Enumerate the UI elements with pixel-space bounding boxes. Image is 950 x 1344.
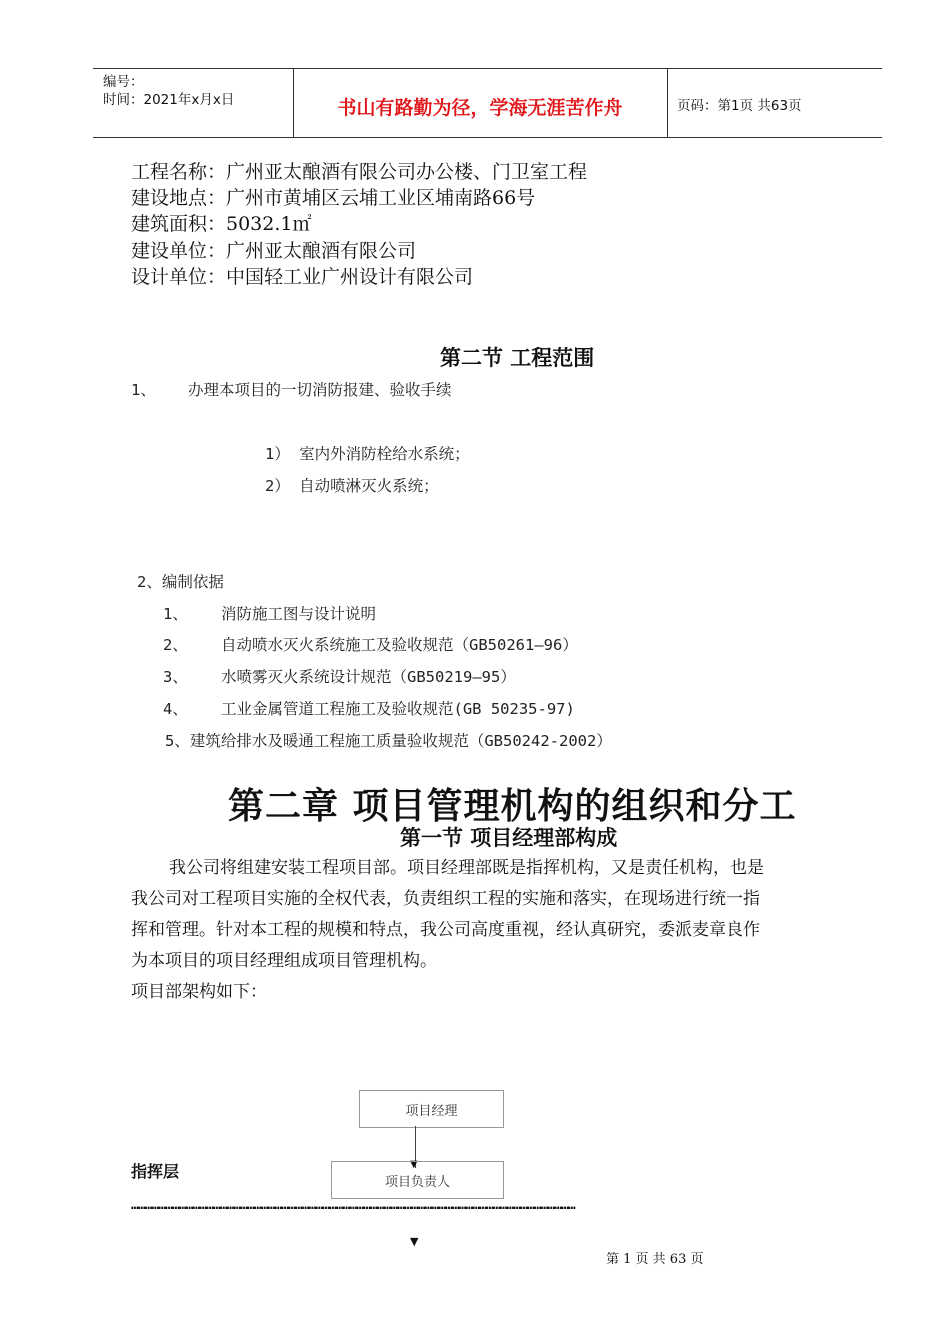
basis-num: 4、 (163, 700, 188, 718)
paragraph-line: 我公司对工程项目实施的全权代表，负责组织工程的实施和落实，在现场进行统一指 (131, 889, 760, 909)
sub-item: 2） 自动喷淋灭火系统； (265, 477, 439, 495)
section-title: 第二节 工程范围 (440, 346, 595, 370)
project-location: 建设地点：广州市黄埔区云埔工业区埔南路66号 (131, 187, 536, 209)
header-meta (103, 73, 234, 109)
paragraph (131, 853, 851, 1008)
section-title: 第一节 项目经理部构成 (400, 826, 618, 850)
org-box-manager: 项目经理 (359, 1090, 504, 1128)
code-label: 编号： (103, 74, 144, 90)
time-label: 时间：2021年x月x日 (103, 92, 235, 108)
paragraph-line: 为本项目的项目经理组成项目管理机构。 (131, 951, 437, 971)
basis-text: 消防施工图与设计说明 (221, 605, 377, 623)
basis-text: 自动喷水灭火系统施工及验收规范（GB50261—96） (221, 636, 578, 654)
org-intro: 项目部架构如下： (131, 982, 267, 1002)
basis-num: 3、 (163, 668, 188, 686)
arrow-down-icon: ▼ (410, 1159, 418, 1170)
footer-page: 第 1 页 共 63 页 (606, 1252, 704, 1267)
paragraph-line: 挥和管理。针对本工程的规模和特点，我公司高度重视，经认真研究，委派麦章良作 (131, 920, 760, 940)
basis-item-5: 5、建筑给排水及暖通工程施工质量验收规范（GB50242-2002） (165, 732, 612, 750)
item-text: 办理本项目的一切消防报建、验收手续 (188, 381, 452, 399)
org-box-lead: 项目负责人 (331, 1161, 504, 1199)
header-divider (667, 69, 668, 137)
basis-num: 2、 (163, 636, 188, 654)
dotted-divider: …………………………………………………………………………………………………………………………………………………………………………… (131, 1198, 575, 1212)
layer-label: 指挥层 (131, 1162, 180, 1181)
chapter-title: 第二章 项目管理机构的组织和分工 (228, 786, 797, 827)
project-area: 建筑面积：5032.1㎡ (131, 213, 312, 235)
motto: 书山有路勤为径，学海无涯苦作舟 (337, 97, 623, 119)
page-code: 页码：第1页 共63页 (677, 98, 802, 114)
sub-item: 1） 室内外消防栓给水系统； (265, 445, 470, 463)
paragraph-line: 我公司将组建安装工程项目部。项目经理部既是指挥机构，又是责任机构，也是 (169, 858, 764, 878)
project-owner: 建设单位：广州亚太酿酒有限公司 (131, 240, 417, 262)
basis-text: 水喷雾灭火系统设计规范（GB50219—95） (221, 668, 516, 686)
item-number: 1、 (131, 381, 156, 399)
basis-text: 工业金属管道工程施工及验收规范(GB 50235-97) (221, 700, 575, 718)
project-name: 工程名称：广州亚太酿酒有限公司办公楼、门卫室工程 (131, 161, 588, 183)
project-designer: 设计单位：中国轻工业广州设计有限公司 (131, 266, 474, 288)
arrow-down-icon: ▼ (410, 1235, 419, 1248)
header-table (93, 68, 882, 138)
basis-num: 1、 (163, 605, 188, 623)
basis-title: 2、编制依据 (137, 573, 224, 591)
